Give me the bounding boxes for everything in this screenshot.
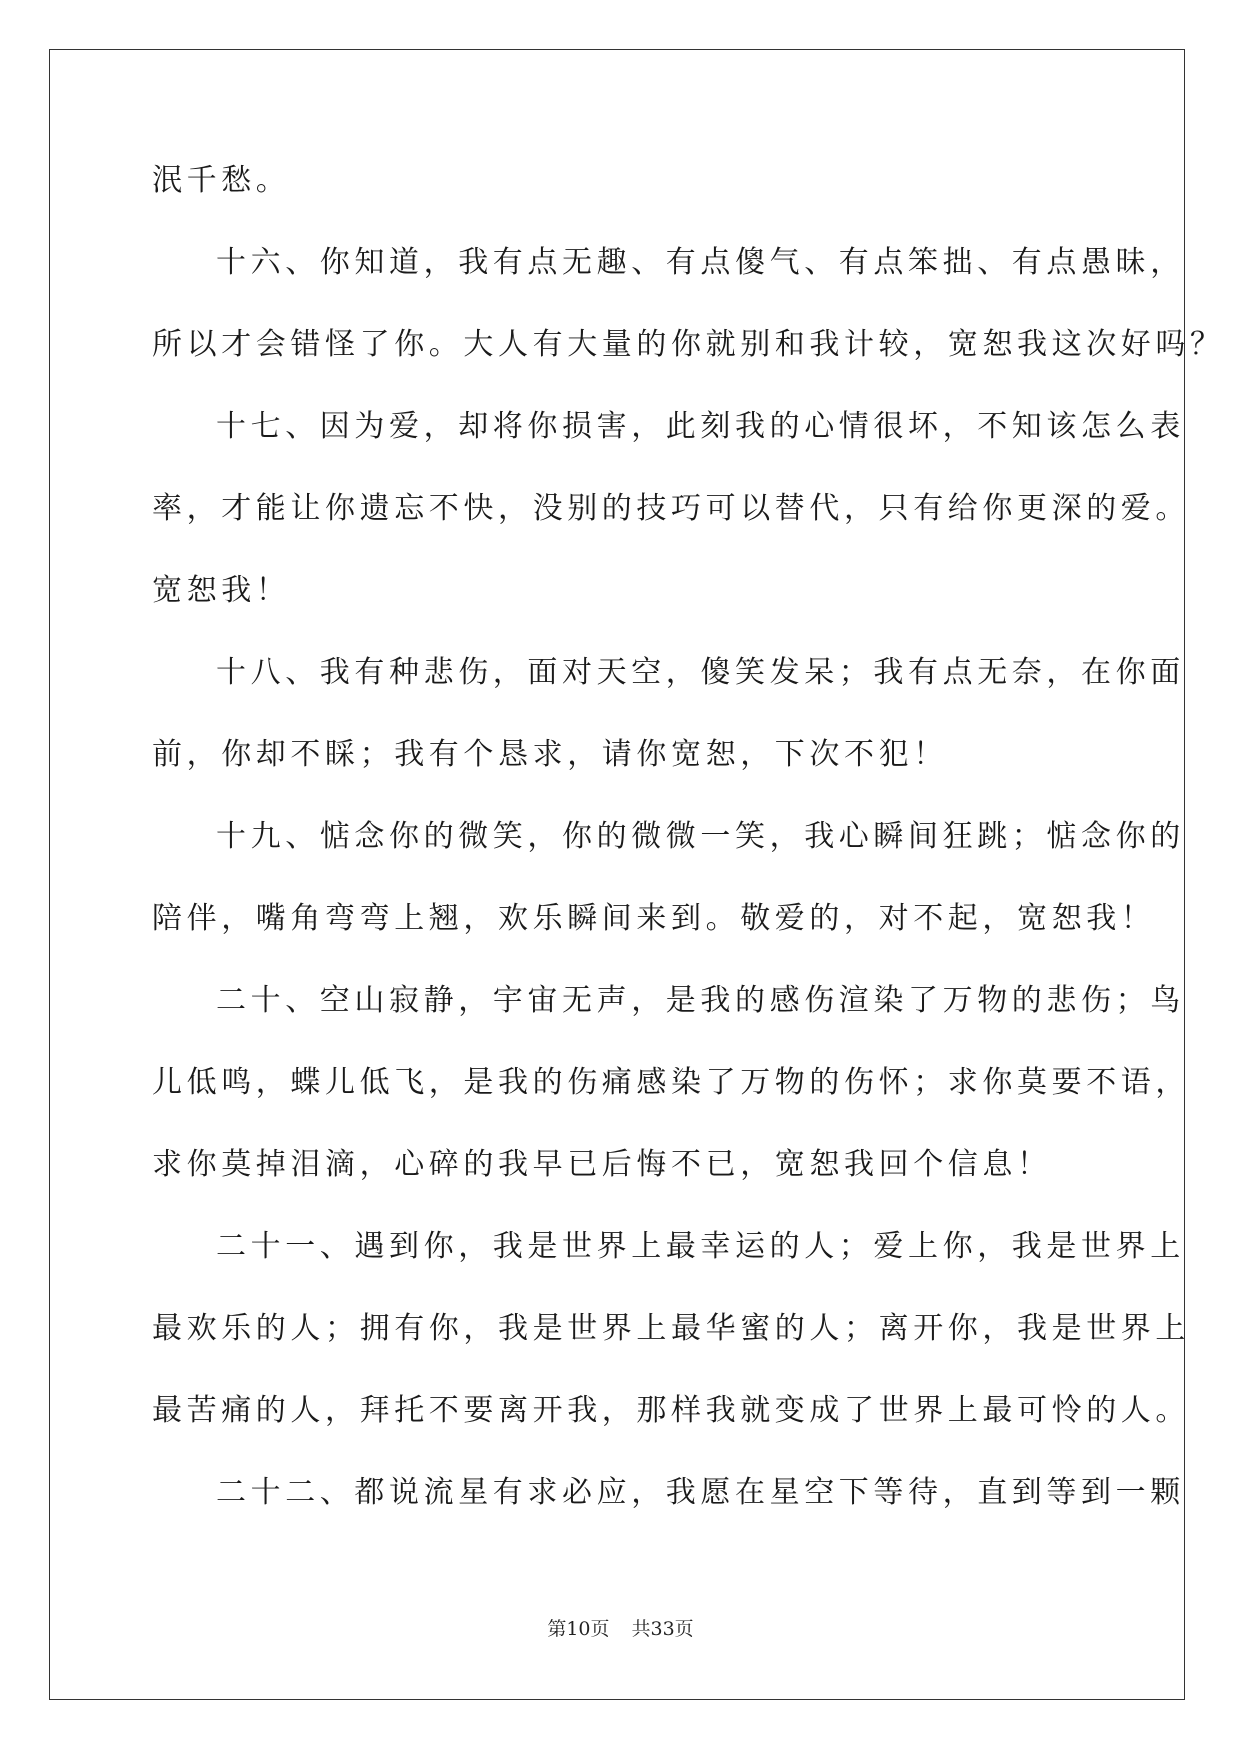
text-line: 二十二、都说流星有求必应，我愿在星空下等待，直到等到一颗 xyxy=(216,1475,1185,1510)
text-line: 十八、我有种悲伤，面对天空，傻笑发呆；我有点无奈，在你面 xyxy=(216,655,1185,690)
text-line: 二十一、遇到你，我是世界上最幸运的人；爱上你，我是世界上 xyxy=(216,1229,1185,1264)
text-line: 最欢乐的人；拥有你，我是世界上最华蜜的人；离开你，我是世界上 xyxy=(152,1311,1190,1346)
text-line: 十七、因为爱，却将你损害，此刻我的心情很坏，不知该怎么表 xyxy=(216,409,1185,444)
text-line: 率，才能让你遗忘不快，没别的技巧可以替代，只有给你更深的爱。 xyxy=(152,491,1190,526)
text-line: 求你莫掉泪滴，心碎的我早已后悔不已，宽恕我回个信息！ xyxy=(152,1147,1052,1182)
page-footer xyxy=(0,1614,1241,1641)
text-line: 二十、空山寂静，宇宙无声，是我的感伤渲染了万物的悲伤；鸟 xyxy=(216,983,1185,1018)
current-page-label: 第10页 xyxy=(547,1618,610,1640)
text-line: 前，你却不睬；我有个恳求，请你宽恕，下次不犯！ xyxy=(152,737,948,772)
text-line: 所以才会错怪了你。大人有大量的你就别和我计较，宽恕我这次好吗？ xyxy=(152,327,1225,362)
text-line: 泯千愁。 xyxy=(152,163,291,198)
document-body xyxy=(152,140,1225,1534)
text-line: 儿低鸣，蝶儿低飞，是我的伤痛感染了万物的伤怀；求你莫要不语， xyxy=(152,1065,1190,1100)
text-line: 宽恕我！ xyxy=(152,573,291,608)
text-line: 最苦痛的人，拜托不要离开我，那样我就变成了世界上最可怜的人。 xyxy=(152,1393,1190,1428)
text-line: 陪伴，嘴角弯弯上翘，欢乐瞬间来到。敬爱的，对不起，宽恕我！ xyxy=(152,901,1156,936)
text-line: 十九、惦念你的微笑，你的微微一笑，我心瞬间狂跳；惦念你的 xyxy=(216,819,1185,854)
text-line: 十六、你知道，我有点无趣、有点傻气、有点笨拙、有点愚昧， xyxy=(216,245,1185,280)
total-pages-label: 共33页 xyxy=(631,1618,694,1640)
